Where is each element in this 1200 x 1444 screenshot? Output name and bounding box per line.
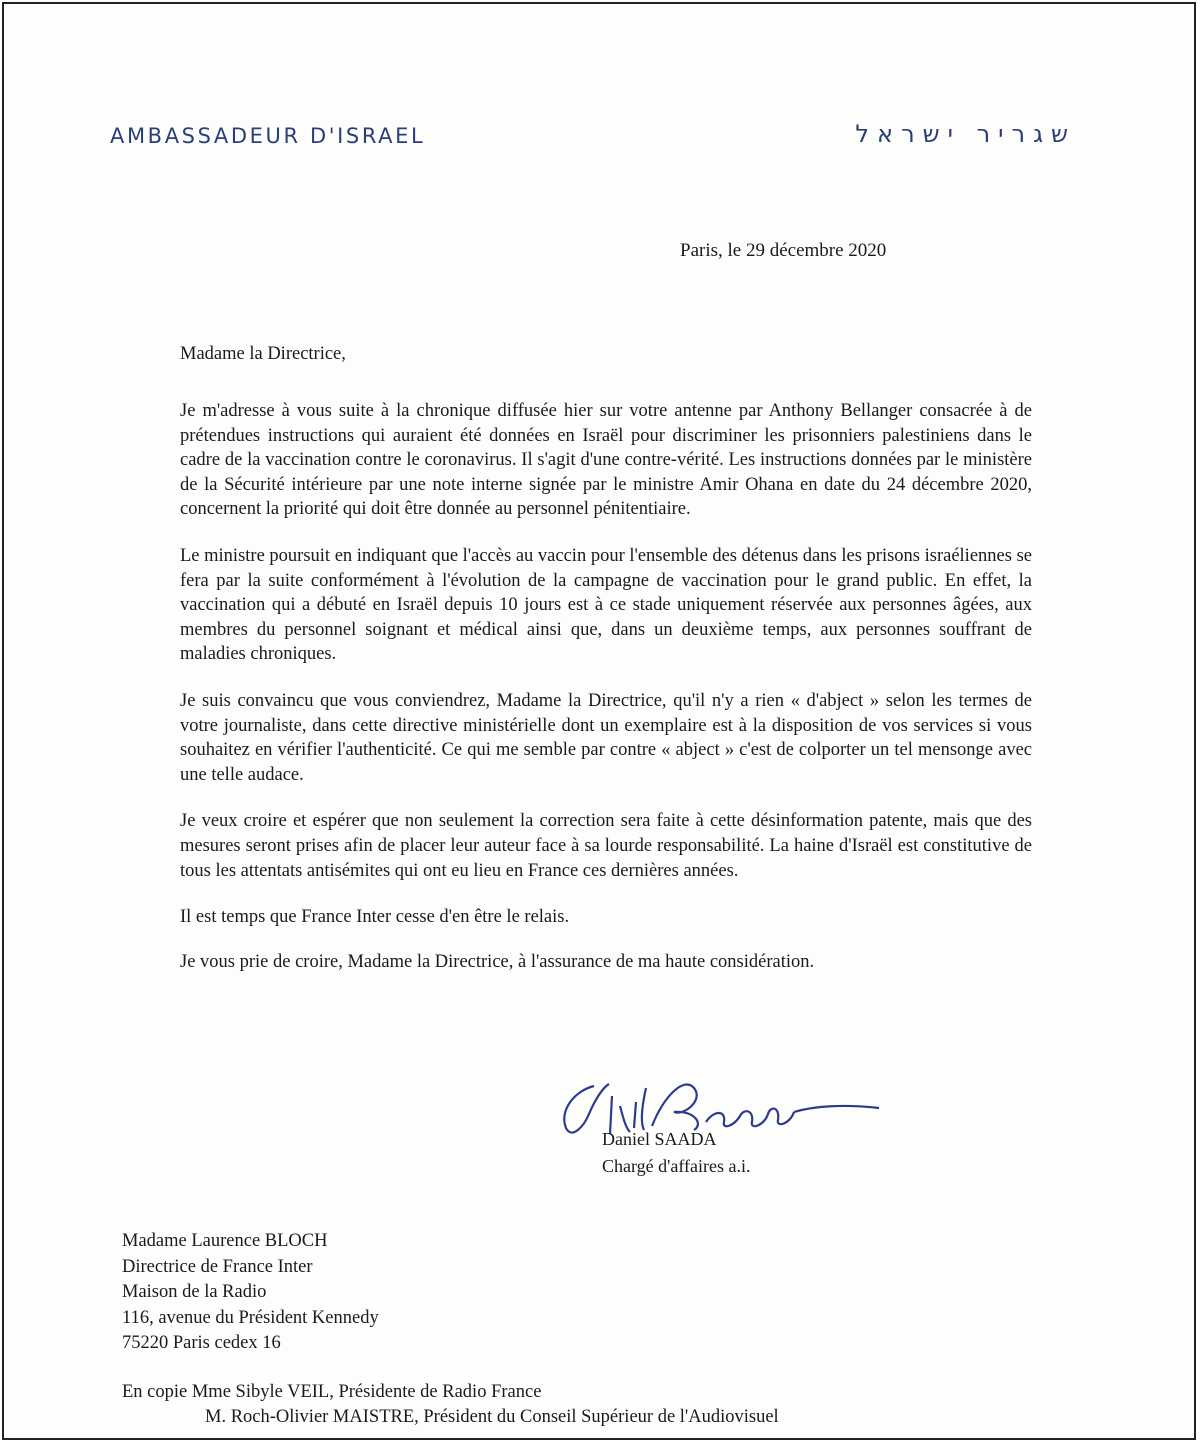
signature-block (602, 1126, 751, 1180)
letterhead-title-french: AMBASSADEUR D'ISRAEL (110, 124, 426, 148)
signatory-title: Chargé d'affaires a.i. (602, 1156, 751, 1176)
copy-recipient: M. Roch-Olivier MAISTRE, Président du Conseil Supérieur de l'Audiovisuel (205, 1407, 779, 1427)
recipient-line: 75220 Paris cedex 16 (122, 1333, 281, 1353)
letter-body (180, 399, 1032, 994)
paragraph-3: Je suis convaincu que vous conviendrez, Madame la Directrice, qu'il n'y a rien « d'abject » selon les termes de votre journaliste, dans cette directive ministérielle dont un exemplaire est à la disposition de vos services si vous souhaitez en vérifier l'authenticité. Ce qui me semble par contre « abject » c'est de colporter un tel mensonge avec une telle audace. (180, 690, 1032, 785)
letterhead-title-hebrew: שגריר ישראל (855, 120, 1076, 148)
copy-recipient: En copie Mme Sibyle VEIL, Présidente de Radio France (122, 1382, 542, 1402)
copies-list (122, 1380, 779, 1430)
paragraph-1: Je m'adresse à vous suite à la chronique diffusée hier sur votre antenne par Anthony Bellanger consacrée à de prétendues instructions qui auraient été données en Israël pour discriminer les prisonniers palestiniens dans le cadre de la vaccination contre le coronavirus. Il s'agit d'une contre-vérité. Les instructions données par le ministère de la Sécurité intérieure par une note interne signée par le ministre Amir Ohana en date du 24 décembre 2020, concernent la priorité qui doit être donnée au personnel pénitentiaire. (180, 401, 1032, 520)
recipient-line: Maison de la Radio (122, 1282, 267, 1302)
paragraph-5: Il est temps que France Inter cesse d'en être le relais. (180, 907, 570, 928)
paragraph-2: Le ministre poursuit en indiquant que l'accès au vaccin pour l'ensemble des détenus dans les prisons israéliennes se fera par la suite conformément à l'évolution de la campagne de vaccination pour le grand public. En effet, la vaccination qui a débuté en Israël depuis 10 jours est à ce stade uniquement réservée aux personnes âgées, aux membres du personnel soignant et médical ainsi que, dans un deuxième temps, aux personnes souffrant de maladies chroniques. (180, 545, 1032, 665)
recipient-address (122, 1229, 379, 1357)
signatory-name: Daniel SAADA (602, 1129, 717, 1149)
letter-page (2, 2, 1196, 1440)
paragraph-4: Je veux croire et espérer que non seulement la correction sera faite à cette désinformation patente, mais que des mesures seront prises afin de placer leur auteur face à sa lourde responsabilité. La haine d'Israël est constitutive de tous les attentats antisémites qui ont eu lieu en France ces dernières années. (180, 811, 1032, 881)
closing-formula: Je vous prie de croire, Madame la Directrice, à l'assurance de ma haute considération. (180, 951, 815, 972)
recipient-line: Directrice de France Inter (122, 1256, 313, 1277)
salutation: Madame la Directrice, (180, 344, 346, 364)
recipient-line: 116, avenue du Président Kennedy (122, 1307, 379, 1328)
recipient-line: Madame Laurence BLOCH (122, 1231, 328, 1251)
letter-date: Paris, le 29 décembre 2020 (680, 240, 887, 261)
